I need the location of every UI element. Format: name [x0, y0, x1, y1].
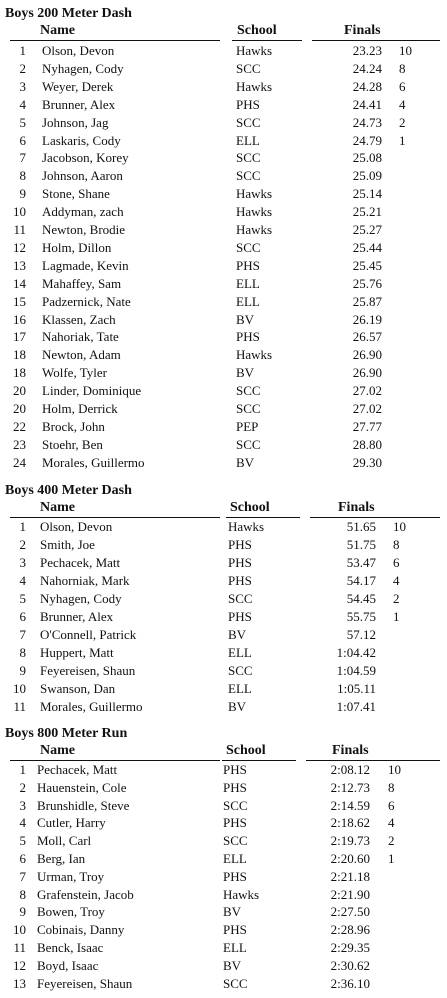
athlete-name-cell: Brunner, Alex — [40, 609, 114, 624]
school-cell: ELL — [236, 293, 260, 309]
table-row — [0, 976, 447, 994]
place-cell: 22 — [13, 418, 26, 434]
school-cell: SCC — [228, 663, 253, 678]
finals-time-cell: 25.08 — [352, 150, 382, 166]
col-header-finals: Finals — [338, 500, 375, 515]
place-cell: 5 — [19, 114, 26, 130]
finals-time-cell: 2:28.96 — [330, 922, 370, 938]
school-cell: PHS — [223, 762, 247, 777]
place-cell: 2 — [19, 60, 26, 76]
athlete-name-cell: Grafenstein, Jacob — [37, 886, 134, 902]
place-cell: 8 — [19, 886, 26, 902]
finals-time-cell: 2:21.90 — [330, 886, 370, 902]
table-row — [0, 958, 447, 976]
place-cell: 4 — [19, 815, 26, 831]
athlete-name-cell: Johnson, Jag — [42, 114, 109, 130]
finals-time-cell: 24.24 — [352, 60, 382, 76]
points-cell: 1 — [399, 132, 406, 148]
athlete-name-cell: Feyereisen, Shaun — [37, 975, 133, 991]
school-cell: ELL — [236, 132, 260, 148]
school-cell: Hawks — [236, 186, 273, 202]
place-cell: 9 — [19, 663, 26, 678]
place-cell: 6 — [19, 851, 26, 866]
school-cell: SCC — [223, 797, 248, 813]
athlete-name-cell: Addyman, zach — [42, 204, 124, 220]
points-cell: 1 — [388, 851, 395, 866]
points-cell: 4 — [399, 96, 406, 112]
place-cell: 11 — [13, 222, 26, 237]
school-cell: PHS — [223, 815, 247, 831]
school-cell: SCC — [236, 114, 261, 130]
athlete-name-cell: Padzernick, Nate — [42, 293, 131, 309]
col-header-school: School — [226, 743, 266, 758]
place-cell: 3 — [19, 797, 26, 813]
points-cell: 6 — [388, 797, 395, 813]
place-cell: 13 — [13, 257, 26, 273]
athlete-name-cell: Benck, Isaac — [37, 940, 104, 955]
school-cell: Hawks — [236, 204, 273, 220]
athlete-name-cell: Pechacek, Matt — [40, 555, 121, 570]
athlete-name-cell: Nahorniak, Mark — [40, 573, 130, 588]
school-cell: BV — [236, 454, 255, 470]
school-cell: SCC — [228, 591, 253, 606]
col-header-finals: Finals — [332, 743, 369, 758]
school-cell: ELL — [228, 645, 252, 660]
school-cell: Hawks — [236, 43, 273, 58]
athlete-name-cell: Lagmade, Kevin — [42, 257, 129, 273]
points-cell: 4 — [388, 815, 395, 831]
finals-time-cell: 24.28 — [352, 78, 382, 94]
athlete-name-cell: Holm, Derrick — [42, 401, 118, 416]
finals-time-cell: 24.79 — [352, 132, 382, 148]
table-row — [0, 869, 447, 887]
school-cell: Hawks — [228, 519, 265, 534]
athlete-name-cell: Stoehr, Ben — [42, 436, 103, 452]
finals-time-cell: 2:36.10 — [330, 975, 370, 991]
place-cell: 3 — [19, 78, 26, 94]
athlete-name-cell: Boyd, Isaac — [37, 957, 99, 973]
place-cell: 1 — [19, 519, 26, 534]
athlete-name-cell: Holm, Dillon — [42, 239, 112, 255]
place-cell: 1 — [19, 43, 26, 58]
points-cell: 8 — [393, 537, 400, 552]
school-cell: ELL — [236, 275, 260, 291]
finals-time-cell: 2:18.62 — [330, 815, 370, 831]
points-cell: 10 — [388, 762, 401, 777]
school-cell: BV — [223, 957, 242, 973]
finals-time-cell: 26.57 — [352, 329, 382, 345]
points-cell: 2 — [399, 114, 406, 130]
finals-time-cell: 25.09 — [352, 168, 382, 184]
athlete-name-cell: Linder, Dominique — [42, 383, 142, 399]
finals-time-cell: 2:14.59 — [330, 797, 370, 813]
place-cell: 7 — [19, 627, 26, 642]
points-cell: 10 — [393, 519, 406, 534]
finals-time-cell: 26.19 — [352, 311, 382, 327]
points-cell: 8 — [388, 779, 395, 795]
finals-time-cell: 24.41 — [352, 96, 382, 112]
school-cell: Hawks — [236, 78, 273, 94]
table-row — [0, 798, 447, 816]
place-cell: 10 — [13, 204, 26, 220]
athlete-name-cell: Smith, Joe — [40, 537, 95, 552]
place-cell: 9 — [19, 904, 26, 920]
place-cell: 2 — [19, 779, 26, 795]
school-cell: Hawks — [223, 886, 260, 902]
athlete-name-cell: Jacobson, Korey — [42, 150, 129, 166]
finals-time-cell: 51.65 — [346, 519, 376, 534]
place-cell: 5 — [19, 591, 26, 606]
place-cell: 9 — [19, 186, 26, 202]
school-cell: PHS — [228, 573, 252, 588]
finals-time-cell: 54.45 — [346, 591, 376, 606]
finals-time-cell: 2:08.12 — [330, 762, 370, 777]
athlete-name-cell: Nyhagen, Cody — [40, 591, 122, 606]
event-title: Boys 200 Meter Dash — [5, 6, 132, 21]
finals-time-cell: 1:04.59 — [336, 663, 376, 678]
athlete-name-cell: Moll, Carl — [37, 833, 92, 849]
col-header-name: Name — [40, 500, 75, 515]
finals-time-cell: 2:27.50 — [330, 904, 370, 920]
finals-time-cell: 27.02 — [352, 383, 382, 399]
place-cell: 18 — [13, 347, 26, 363]
athlete-name-cell: Johnson, Aaron — [42, 168, 123, 184]
place-cell: 11 — [13, 940, 26, 955]
finals-time-cell: 29.30 — [352, 454, 382, 470]
school-cell: SCC — [223, 833, 248, 849]
athlete-name-cell: Mahaffey, Sam — [42, 275, 122, 291]
athlete-name-cell: Klassen, Zach — [42, 311, 116, 327]
header-rule — [222, 760, 296, 761]
school-cell: SCC — [236, 150, 261, 166]
points-cell: 8 — [399, 60, 406, 76]
place-cell: 7 — [19, 150, 26, 166]
athlete-name-cell: Weyer, Derek — [42, 78, 114, 94]
finals-time-cell: 26.90 — [352, 347, 382, 363]
athlete-name-cell: Laskaris, Cody — [42, 132, 121, 148]
athlete-name-cell: Brunshidle, Steve — [37, 797, 130, 813]
points-cell: 6 — [393, 555, 400, 570]
school-cell: PHS — [228, 609, 252, 624]
place-cell: 14 — [13, 275, 26, 291]
finals-time-cell: 2:30.62 — [330, 957, 370, 973]
school-cell: ELL — [223, 851, 247, 866]
points-cell: 10 — [399, 43, 412, 58]
athlete-name-cell: Stone, Shane — [42, 186, 110, 202]
school-cell: PHS — [223, 868, 247, 884]
event-title: Boys 800 Meter Run — [5, 726, 128, 741]
school-cell: Hawks — [236, 222, 273, 237]
school-cell: PEP — [236, 418, 259, 434]
athlete-name-cell: Bowen, Troy — [37, 904, 105, 920]
event-title: Boys 400 Meter Dash — [5, 483, 132, 498]
place-cell: 6 — [19, 609, 26, 624]
athlete-name-cell: Cutler, Harry — [37, 815, 106, 831]
place-cell: 1 — [19, 762, 26, 777]
athlete-name-cell: Swanson, Dan — [40, 681, 116, 696]
athlete-name-cell: Hauenstein, Cole — [37, 779, 127, 795]
athlete-name-cell: Pechacek, Matt — [37, 762, 118, 777]
finals-time-cell: 1:05.11 — [337, 681, 376, 696]
points-cell: 4 — [393, 573, 400, 588]
finals-time-cell: 2:19.73 — [330, 833, 370, 849]
finals-time-cell: 25.45 — [352, 257, 382, 273]
athlete-name-cell: Urman, Troy — [37, 868, 105, 884]
school-cell: SCC — [236, 60, 261, 76]
points-cell: 2 — [388, 833, 395, 849]
place-cell: 7 — [19, 868, 26, 884]
finals-time-cell: 57.12 — [346, 627, 376, 642]
school-cell: SCC — [236, 168, 261, 184]
col-header-school: School — [230, 500, 270, 515]
table-row — [0, 833, 447, 851]
finals-time-cell: 1:04.42 — [336, 645, 376, 660]
school-cell: SCC — [236, 401, 261, 416]
place-cell: 4 — [19, 573, 26, 588]
athlete-name-cell: Wolfe, Tyler — [42, 365, 107, 381]
points-cell: 2 — [393, 591, 400, 606]
school-cell: PHS — [228, 555, 252, 570]
header-rule — [10, 760, 220, 761]
finals-time-cell: 55.75 — [346, 609, 376, 624]
finals-time-cell: 26.90 — [352, 365, 382, 381]
col-header-name: Name — [40, 743, 75, 758]
school-cell: SCC — [223, 975, 248, 991]
place-cell: 10 — [13, 922, 26, 938]
athlete-name-cell: Berg, Ian — [37, 851, 86, 866]
finals-time-cell: 25.87 — [352, 293, 382, 309]
school-cell: Hawks — [236, 347, 273, 363]
finals-time-cell: 25.21 — [352, 204, 382, 220]
finals-time-cell: 53.47 — [346, 555, 376, 570]
school-cell: SCC — [236, 239, 261, 255]
athlete-name-cell: Newton, Brodie — [42, 222, 126, 237]
finals-time-cell: 25.14 — [352, 186, 382, 202]
place-cell: 20 — [13, 401, 26, 416]
athlete-name-cell: Morales, Guillermo — [40, 699, 143, 714]
place-cell: 11 — [13, 699, 26, 714]
place-cell: 15 — [13, 293, 26, 309]
athlete-name-cell: Nyhagen, Cody — [42, 60, 124, 76]
school-cell: BV — [228, 627, 247, 642]
place-cell: 2 — [19, 537, 26, 552]
athlete-name-cell: O'Connell, Patrick — [40, 627, 137, 642]
school-cell: SCC — [236, 436, 261, 452]
athlete-name-cell: Brunner, Alex — [42, 96, 116, 112]
finals-time-cell: 27.02 — [352, 401, 382, 416]
table-row — [0, 922, 447, 940]
school-cell: BV — [236, 365, 255, 381]
table-row — [0, 887, 447, 905]
place-cell: 12 — [13, 239, 26, 255]
school-cell: SCC — [236, 383, 261, 399]
finals-time-cell: 1:07.41 — [336, 699, 376, 714]
table-row — [0, 762, 447, 780]
athlete-name-cell: Feyereisen, Shaun — [40, 663, 136, 678]
finals-time-cell: 2:29.35 — [330, 940, 370, 955]
school-cell: BV — [223, 904, 242, 920]
athlete-name-cell: Brock, John — [42, 418, 105, 434]
athlete-name-cell: Olson, Devon — [42, 43, 115, 58]
col-header-name: Name — [40, 23, 75, 38]
finals-time-cell: 51.75 — [346, 537, 376, 552]
place-cell: 8 — [19, 645, 26, 660]
place-cell: 5 — [19, 833, 26, 849]
finals-time-cell: 25.76 — [352, 275, 382, 291]
finals-time-cell: 2:20.60 — [330, 851, 370, 866]
athlete-name-cell: Morales, Guillermo — [42, 454, 145, 470]
place-cell: 12 — [13, 957, 26, 973]
school-cell: PHS — [223, 922, 247, 938]
finals-time-cell: 23.23 — [352, 43, 382, 58]
athlete-name-cell: Newton, Adam — [42, 347, 121, 363]
place-cell: 23 — [13, 436, 26, 452]
athlete-name-cell: Nahoriak, Tate — [42, 329, 119, 345]
finals-time-cell: 54.17 — [346, 573, 376, 588]
col-header-school: School — [237, 23, 277, 38]
school-cell: PHS — [236, 96, 260, 112]
athlete-name-cell: Cobinais, Danny — [37, 922, 125, 938]
finals-time-cell: 25.27 — [352, 222, 382, 237]
header-rule — [306, 760, 440, 761]
place-cell: 3 — [19, 555, 26, 570]
place-cell: 8 — [19, 168, 26, 184]
place-cell: 13 — [13, 975, 26, 991]
place-cell: 20 — [13, 383, 26, 399]
school-cell: BV — [228, 699, 247, 714]
table-row — [0, 815, 447, 833]
place-cell: 17 — [13, 329, 26, 345]
place-cell: 18 — [13, 365, 26, 381]
athlete-name-cell: Olson, Devon — [40, 519, 113, 534]
place-cell: 6 — [19, 132, 26, 148]
school-cell: ELL — [228, 681, 252, 696]
place-cell: 4 — [19, 96, 26, 112]
finals-time-cell: 2:21.18 — [330, 868, 370, 884]
school-cell: BV — [236, 311, 255, 327]
points-cell: 1 — [393, 609, 400, 624]
place-cell: 16 — [13, 311, 26, 327]
table-row — [0, 851, 447, 869]
finals-time-cell: 27.77 — [352, 418, 382, 434]
finals-time-cell: 2:12.73 — [330, 779, 370, 795]
finals-time-cell: 24.73 — [352, 114, 382, 130]
place-cell: 10 — [13, 681, 26, 696]
school-cell: PHS — [228, 537, 252, 552]
athlete-name-cell: Huppert, Matt — [40, 645, 114, 660]
finals-time-cell: 25.44 — [352, 239, 382, 255]
school-cell: PHS — [236, 257, 260, 273]
school-cell: PHS — [236, 329, 260, 345]
table-row — [0, 904, 447, 922]
table-row — [0, 940, 447, 958]
col-header-finals: Finals — [344, 23, 381, 38]
school-cell: PHS — [223, 779, 247, 795]
place-cell: 24 — [13, 454, 26, 470]
table-row — [0, 780, 447, 798]
finals-time-cell: 28.80 — [352, 436, 382, 452]
points-cell: 6 — [399, 78, 406, 94]
school-cell: ELL — [223, 940, 247, 955]
